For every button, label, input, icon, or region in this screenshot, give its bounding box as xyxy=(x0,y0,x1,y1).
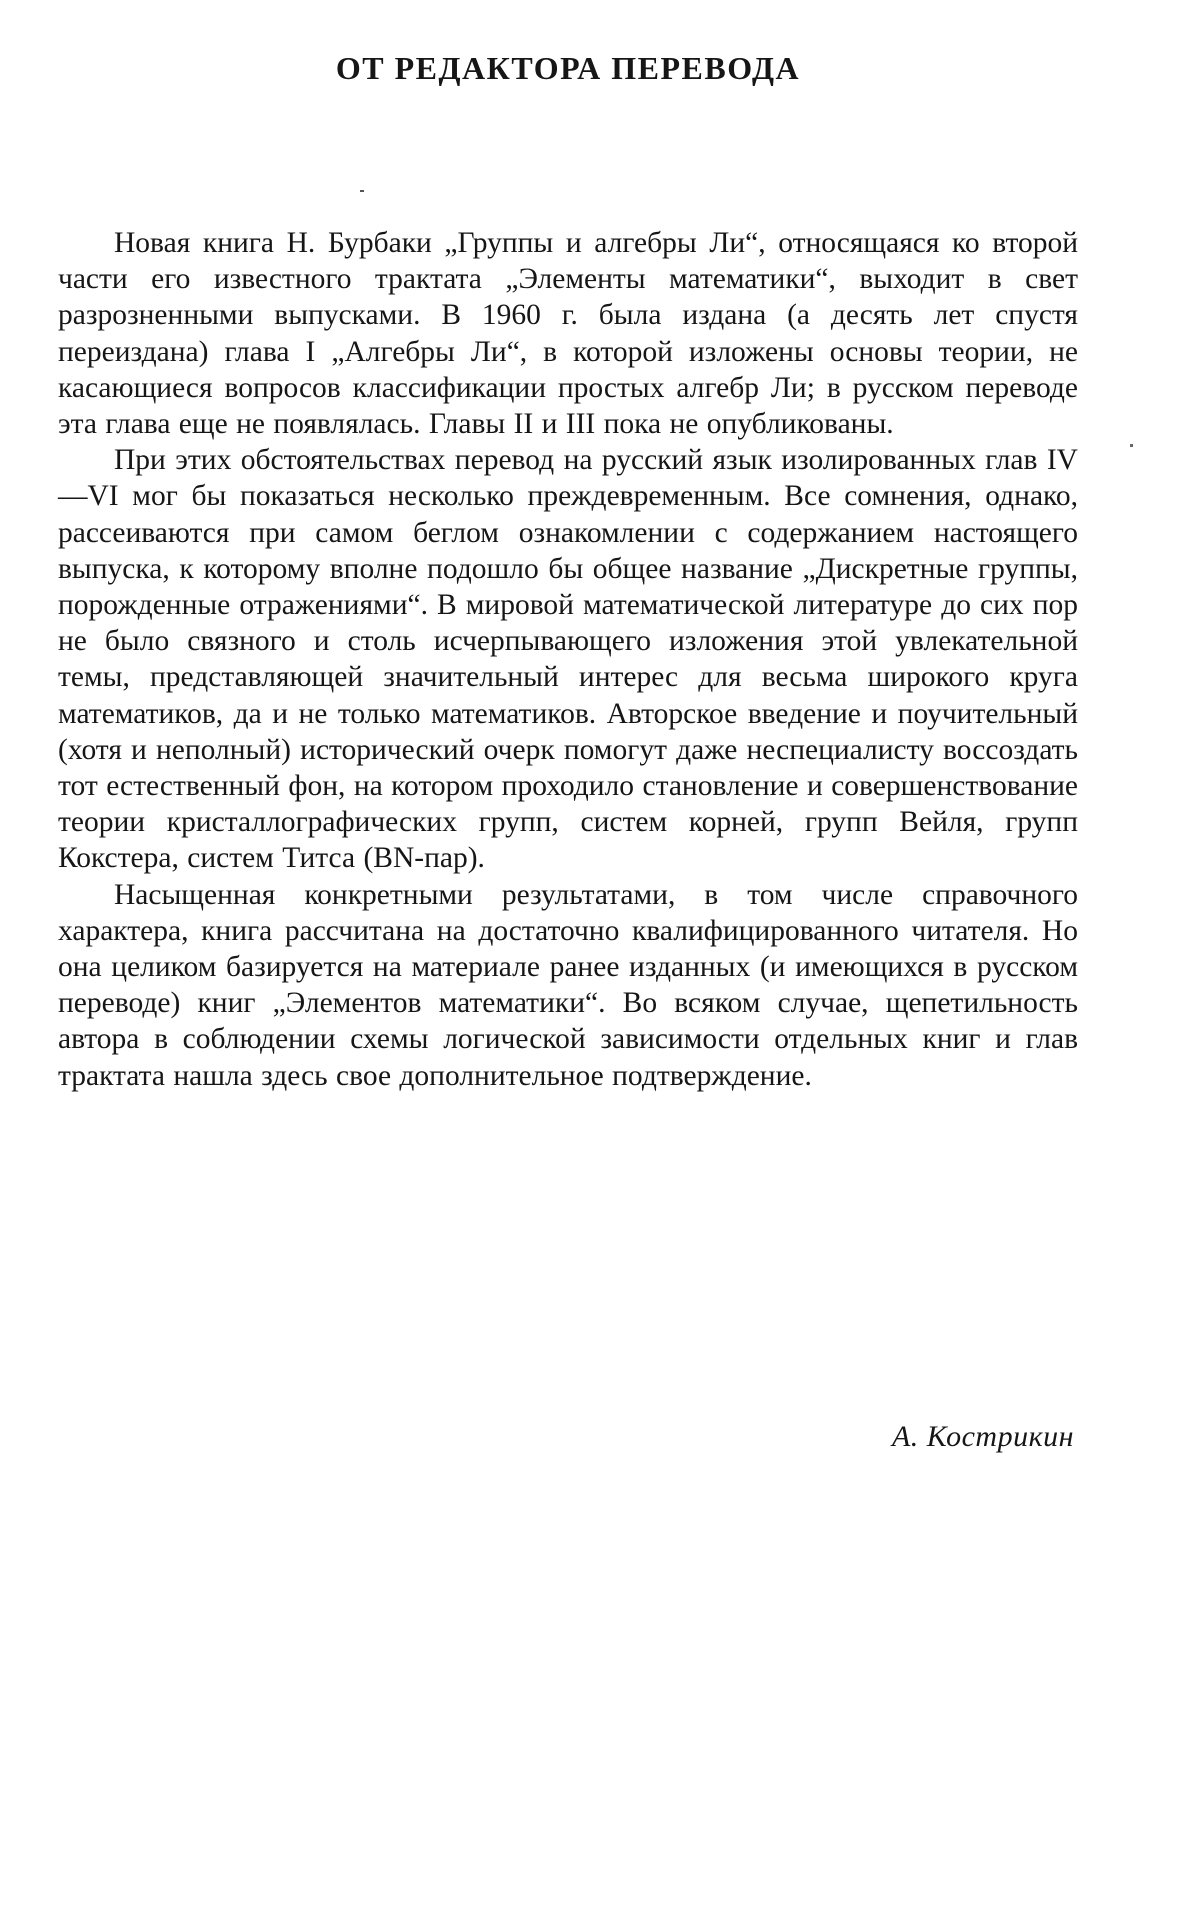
paragraph-3: Насыщенная конкретными результатами, в том числе справочного характера, книга рассчитана на достаточно квалифицированного читателя. Но она целиком базируется на материале ранее изданных (и имеющихся в русском переводе) книг „Элементов математики“. Во всяком случае, щепетильность автора в соблюдении схемы логической зависимости отдельных книг и глав трактата нашла здесь свое дополнительное подтверждение. xyxy=(58,878,1078,1092)
document-page xyxy=(58,0,1078,1908)
paragraph-2: При этих обстоятельствах перевод на русский язык изолированных глав IV—VI мог бы показаться несколько преждевременным. Все сомнения, однако, рассеиваются при самом беглом ознакомлении с содержанием настоящего выпуска, к которому вполне подошло бы общее название „Дискретные группы, порожденные отражениями“. В мировой математической литературе до сих пор не было связного и столь исчерпывающего изложения этой увлекательной темы, представляющей значительный интерес для весьма широкого круга математиков, да и не только математиков. Авторское введение и поучительный (хотя и неполный) исторический очерк помогут даже неспециалисту воссоздать тот естественный фон, на котором проходило становление и совершенствование теории кристаллографических групп, систем корней, групп Вейля, групп Кокстера, систем Титса (BN-пар). xyxy=(58,444,1078,875)
signature: А. Кострикин xyxy=(891,1420,1074,1453)
margin-speck xyxy=(1130,444,1133,447)
page-title: ОТ РЕДАКТОРА ПЕРЕВОДА xyxy=(335,50,801,86)
paragraph-1: Новая книга Н. Бурбаки „Группы и алгебры Ли“, относящаяся ко второй части его известного трактата „Элементы математики“, выходит в свет разрозненными выпусками. В 1960 г. была издана (а десять лет спустя переиздана) глава I „Алгебры Ли“, в которой изложены основы теории, не касающиеся вопросов классификации простых алгебр Ли; в русском переводе эта глава еще не появлялась. Главы II и III пока не опубликованы. xyxy=(58,227,1078,441)
print-speck xyxy=(360,190,364,192)
body-text xyxy=(58,225,1078,1094)
